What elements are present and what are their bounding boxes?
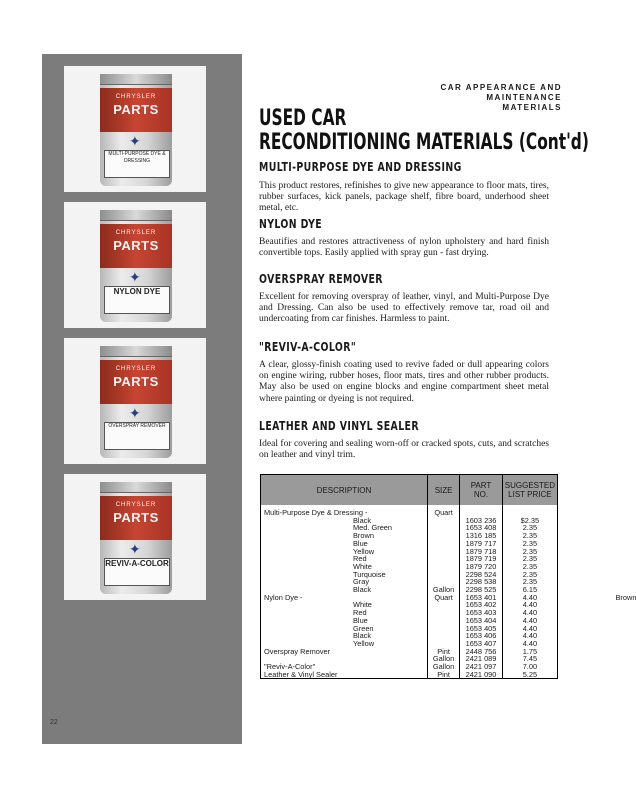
can-label: MULTI-PURPOSE DYE & DRESSING <box>104 150 170 178</box>
cell-size <box>427 632 459 640</box>
cell-list-price: 2.35 <box>502 548 557 556</box>
cell-list-price: 4.40 <box>502 640 557 648</box>
product-photo-nylon-dye <box>64 202 206 328</box>
paint-can <box>100 482 172 594</box>
cell-list-price: 2.35 <box>502 563 557 571</box>
product-photo-sidebar <box>42 54 242 744</box>
cell-description: Blue <box>261 540 428 548</box>
cell-part-no: 1653 403 <box>460 609 503 617</box>
page-number: 22 <box>50 719 58 726</box>
cell-description: Turquoise <box>261 571 428 579</box>
cell-part-no: 2421 089 <box>460 655 503 663</box>
pentastar-icon: ✦ <box>129 543 141 558</box>
cell-list-price: 2.35 <box>502 571 557 579</box>
cell-size <box>427 555 459 563</box>
cell-part-no <box>460 505 503 517</box>
cell-description: Med. Green <box>261 524 428 532</box>
cell-description: Black <box>261 517 428 525</box>
cell-size: Quart <box>427 594 459 602</box>
cell-part-no: 1653 406 <box>460 632 503 640</box>
cell-part-no: 1653 404 <box>460 617 503 625</box>
table-row <box>261 648 558 656</box>
table-row <box>261 609 558 617</box>
cell-list-price: 1.75 <box>502 648 557 656</box>
can-brand: PARTS <box>113 238 159 253</box>
can-brand: PARTS <box>113 374 159 389</box>
can-label: NYLON DYE <box>104 286 170 314</box>
cell-list-price: 7.00 <box>502 663 557 671</box>
cell-list-price: 4.40 <box>502 625 557 633</box>
cell-part-no: 2421 090 <box>460 671 503 679</box>
product-photo-overspray-remover <box>64 338 206 464</box>
cell-part-no: 1653 401 <box>460 594 503 602</box>
body-leather-vinyl-sealer: Ideal for covering and sealing worn-off or cracked spots, cuts, and scratches on leather and vinyl trim. <box>259 439 549 461</box>
cell-list-price: 2.35 <box>502 578 557 586</box>
col-header-list-price: SUGGESTED LIST PRICE <box>502 475 557 506</box>
cell-description: Leather & Vinyl Sealer <box>261 671 428 679</box>
cell-part-no: 1603 236 <box>460 517 503 525</box>
cell-part-no: 1879 719 <box>460 555 503 563</box>
cell-list-price: 2.35 <box>502 540 557 548</box>
cell-description: Red <box>261 555 428 563</box>
heading-overspray-remover: OVERSPRAY REMOVER <box>259 272 383 286</box>
cell-description: Red <box>261 609 428 617</box>
table-row <box>261 625 558 633</box>
cell-part-no: 2448 756 <box>460 648 503 656</box>
can-brand-top: CHRYSLER <box>115 502 157 508</box>
cell-size <box>427 617 459 625</box>
cell-description: Overspray Remover <box>261 648 428 656</box>
cell-part-no: 2298 524 <box>460 571 503 579</box>
cell-description: White <box>261 563 428 571</box>
cell-size <box>427 524 459 532</box>
cell-part-no: 2421 097 <box>460 663 503 671</box>
cell-size <box>427 601 459 609</box>
cell-list-price: $2.35 <box>502 517 557 525</box>
heading-reviv-a-color: "REVIV-A-COLOR" <box>259 340 357 354</box>
cell-description: Multi-Purpose Dye & Dressing - <box>261 505 428 517</box>
cell-list-price: 2.35 <box>502 524 557 532</box>
body-overspray-remover: Excellent for removing overspray of leather, vinyl, and Multi-Purpose Dye and Dressing. Can also be used to effectively remove tar, road oil and undercoating from car finishes. Harmless to paint. <box>259 292 549 325</box>
table-row <box>261 505 558 517</box>
cell-part-no: 1879 720 <box>460 563 503 571</box>
table-row <box>261 555 558 563</box>
table-row <box>261 540 558 548</box>
paint-can <box>100 210 172 322</box>
cell-description: Blue <box>261 617 428 625</box>
table-row <box>261 563 558 571</box>
cell-size: Pint <box>427 671 459 679</box>
table-row <box>261 524 558 532</box>
cell-list-price: 6.15 <box>502 586 557 594</box>
page-title-line2: RECONDITIONING MATERIALS (Cont'd) <box>259 130 589 155</box>
body-nylon-dye: Beautifies and restores attractiveness of nylon upholstery and hard finish convertible tops. Easily applied with spray gun - fast drying. <box>259 237 549 259</box>
can-label: OVERSPRAY REMOVER <box>104 422 170 450</box>
cell-list-price: 4.40 <box>502 601 557 609</box>
cell-part-no: 1653 408 <box>460 524 503 532</box>
cell-description: Yellow <box>261 640 428 648</box>
cell-size <box>427 548 459 556</box>
cell-size: Pint <box>427 648 459 656</box>
cell-size <box>427 517 459 525</box>
cell-description: "Reviv-A-Color" <box>261 663 428 671</box>
cell-size <box>427 532 459 540</box>
table-row <box>261 632 558 640</box>
can-label: REVIV-A-COLOR <box>104 558 170 586</box>
table-row <box>261 594 558 602</box>
heading-dye-dressing: MULTI-PURPOSE DYE AND DRESSING <box>259 160 462 174</box>
cell-size <box>427 609 459 617</box>
cell-description: Gray <box>261 578 428 586</box>
price-table <box>260 474 636 679</box>
can-brand-top: CHRYSLER <box>115 94 157 100</box>
cell-size <box>427 563 459 571</box>
cell-size <box>427 625 459 633</box>
cell-list-price: 4.40 <box>502 594 557 602</box>
cell-part-no: 1879 718 <box>460 548 503 556</box>
cell-list-price: 2.35 <box>502 532 557 540</box>
cell-description: Black <box>261 586 428 594</box>
paint-can <box>100 74 172 186</box>
cell-size: Gallon <box>427 663 459 671</box>
cell-list-price <box>502 505 557 517</box>
cell-part-no: 2298 525 <box>460 586 503 594</box>
table-row <box>261 532 558 540</box>
table-row <box>261 671 558 679</box>
cell-size <box>427 540 459 548</box>
cell-description: Green <box>261 625 428 633</box>
table-row <box>261 601 558 609</box>
table-row <box>261 586 558 594</box>
cell-list-price: 7.45 <box>502 655 557 663</box>
cell-list-price: 4.40 <box>502 617 557 625</box>
page-title-line1: USED CAR <box>259 106 347 131</box>
table-row <box>261 617 558 625</box>
section-label: CAR APPEARANCE AND MAINTENANCE MATERIALS <box>440 83 562 112</box>
pentastar-icon: ✦ <box>129 271 141 286</box>
cell-part-no: 1653 402 <box>460 601 503 609</box>
cell-list-price: 5.25 <box>502 671 557 679</box>
pentastar-icon: ✦ <box>129 407 141 422</box>
table-row <box>261 517 558 525</box>
heading-nylon-dye: NYLON DYE <box>259 217 323 231</box>
cell-size <box>427 571 459 579</box>
col-header-part-no: PART NO. <box>460 475 503 506</box>
cell-list-price: 4.40 <box>502 632 557 640</box>
cell-list-price: 2.35 <box>502 555 557 563</box>
cell-part-no: 1879 717 <box>460 540 503 548</box>
cell-description: White <box>261 601 428 609</box>
cell-description: Black <box>261 632 428 640</box>
can-brand: PARTS <box>113 510 159 525</box>
table-row <box>261 578 558 586</box>
body-dye-dressing: This product restores, refinishes to give new appearance to floor mats, tires, rubber surfaces, kick panels, package shelf, fibre board, underhood sheet metal, etc. <box>259 181 549 214</box>
can-brand-top: CHRYSLER <box>115 366 157 372</box>
cell-part-no: 1316 185 <box>460 532 503 540</box>
cell-size: Quart <box>427 505 459 517</box>
table-row <box>261 548 558 556</box>
table-row <box>261 571 558 579</box>
pentastar-icon: ✦ <box>129 135 141 150</box>
can-brand-top: CHRYSLER <box>115 230 157 236</box>
col-header-description: DESCRIPTION <box>261 475 428 506</box>
paint-can <box>100 346 172 458</box>
col-header-size: SIZE <box>427 475 459 506</box>
cell-size: Gallon <box>427 655 459 663</box>
cell-part-no: 1653 407 <box>460 640 503 648</box>
product-photo-reviv-a-color <box>64 474 206 600</box>
table-header-row <box>261 475 558 506</box>
product-photo-dye-dressing <box>64 66 206 192</box>
cell-description: Yellow <box>261 548 428 556</box>
cell-description: Nylon Dye - Brown <box>261 594 428 602</box>
cell-part-no: 1653 405 <box>460 625 503 633</box>
can-brand: PARTS <box>113 102 159 117</box>
cell-list-price: 4.40 <box>502 609 557 617</box>
heading-leather-vinyl-sealer: LEATHER AND VINYL SEALER <box>259 419 419 433</box>
cell-size: Gallon <box>427 586 459 594</box>
cell-description: Brown <box>261 532 428 540</box>
body-reviv-a-color: A clear, glossy-finish coating used to revive faded or dull appearing colors on engine wiring, rubber hoses, floor mats, tires and other rubber products. May also be used on engine blocks and engine compartment sheet metal where painting or dyeing is not required. <box>259 360 549 404</box>
cell-part-no: 2298 538 <box>460 578 503 586</box>
